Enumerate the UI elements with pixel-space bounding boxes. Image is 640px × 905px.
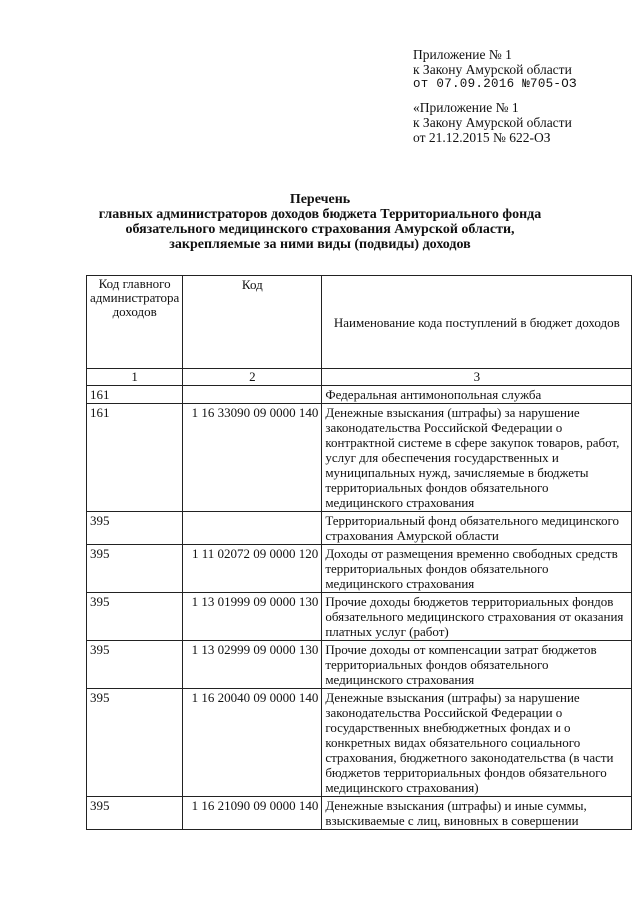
table-row — [87, 593, 632, 641]
admin-code-cell: 395 — [87, 512, 183, 545]
column-number: 1 — [87, 369, 183, 386]
revenue-code-cell: 1 13 01999 09 0000 130 — [183, 593, 322, 641]
annex-previous — [413, 100, 613, 145]
revenue-name-cell: Денежные взыскания (штрафы) за нарушение законодательства Российской Федерации о контрактной системе в сфере закупок товаров, работ, услуг для обеспечения государственных и муниципальных нужд, зачисляемые в бюджеты территориальных фондов обязательного медицинского страхования — [322, 404, 632, 512]
revenue-name-cell: Федеральная антимонопольная служба — [322, 386, 632, 404]
annex-current-law: к Закону Амурской области — [413, 62, 572, 77]
revenue-name-cell: Прочие доходы от компенсации затрат бюджетов территориальных фондов обязательного медицинского страхования — [322, 641, 632, 689]
annex-current-title: Приложение № 1 — [413, 47, 512, 62]
admin-code-cell: 395 — [87, 797, 183, 830]
admin-code-cell: 161 — [87, 404, 183, 512]
revenue-code-cell: 1 16 21090 09 0000 140 — [183, 797, 322, 830]
table-header-row — [87, 276, 632, 369]
column-number: 3 — [322, 369, 632, 386]
header-code: Код — [183, 276, 322, 369]
admin-code-cell: 161 — [87, 386, 183, 404]
column-numbers-row — [87, 369, 632, 386]
table-row — [87, 545, 632, 593]
table-row — [87, 641, 632, 689]
header-name: Наименование кода поступлений в бюджет доходов — [322, 276, 632, 369]
table-row — [87, 512, 632, 545]
revenue-code-cell — [183, 386, 322, 404]
revenue-name-cell: Доходы от размещения временно свободных средств территориальных фондов обязательного медицинского страхования — [322, 545, 632, 593]
annex-previous-title: «Приложение № 1 — [413, 100, 519, 115]
table-row — [87, 386, 632, 404]
revenue-code-cell — [183, 512, 322, 545]
header-admin-code: Код главного администратора доходов — [87, 276, 183, 369]
table-row — [87, 404, 632, 512]
revenue-name-cell: Денежные взыскания (штрафы) за нарушение законодательства Российской Федерации о государственных внебюджетных фондах и о конкретных видах обязательного социального страхования, бюджетного законодательства (в части бюджетов территориальных фондов обязательного медицинского страхования) — [322, 689, 632, 797]
title-line-2: главных администраторов доходов бюджета Территориального фонда — [98, 207, 542, 222]
admin-code-cell: 395 — [87, 641, 183, 689]
admin-code-cell: 395 — [87, 545, 183, 593]
revenue-code-cell: 1 16 20040 09 0000 140 — [183, 689, 322, 797]
admin-code-cell: 395 — [87, 593, 183, 641]
revenue-code-cell: 1 16 33090 09 0000 140 — [183, 404, 322, 512]
column-number: 2 — [183, 369, 322, 386]
table-row — [87, 689, 632, 797]
annex-previous-date: от 21.12.2015 № 622-ОЗ — [413, 130, 551, 145]
table-row — [87, 797, 632, 830]
document-title — [80, 192, 560, 252]
revenue-name-cell: Прочие доходы бюджетов территориальных фондов обязательного медицинского страхования от оказания платных услуг (работ) — [322, 593, 632, 641]
revenue-name-cell: Денежные взыскания (штрафы) и иные суммы, взыскиваемые с лиц, виновных в совершении — [322, 797, 632, 830]
revenue-codes-table — [86, 275, 632, 830]
title-line-3: обязательного медицинского страхования Амурской области, — [125, 222, 515, 237]
title-line-4: закрепляемые за ними виды (подвиды) доходов — [169, 237, 471, 252]
annex-current-date: от 07.09.2016 №705-ОЗ — [413, 77, 577, 91]
admin-code-cell: 395 — [87, 689, 183, 797]
revenue-name-cell: Территориальный фонд обязательного медицинского страхования Амурской области — [322, 512, 632, 545]
annex-current — [413, 47, 613, 92]
annex-previous-law: к Закону Амурской области — [413, 115, 572, 130]
title-line-1: Перечень — [289, 192, 351, 207]
revenue-code-cell: 1 13 02999 09 0000 130 — [183, 641, 322, 689]
revenue-code-cell: 1 11 02072 09 0000 120 — [183, 545, 322, 593]
